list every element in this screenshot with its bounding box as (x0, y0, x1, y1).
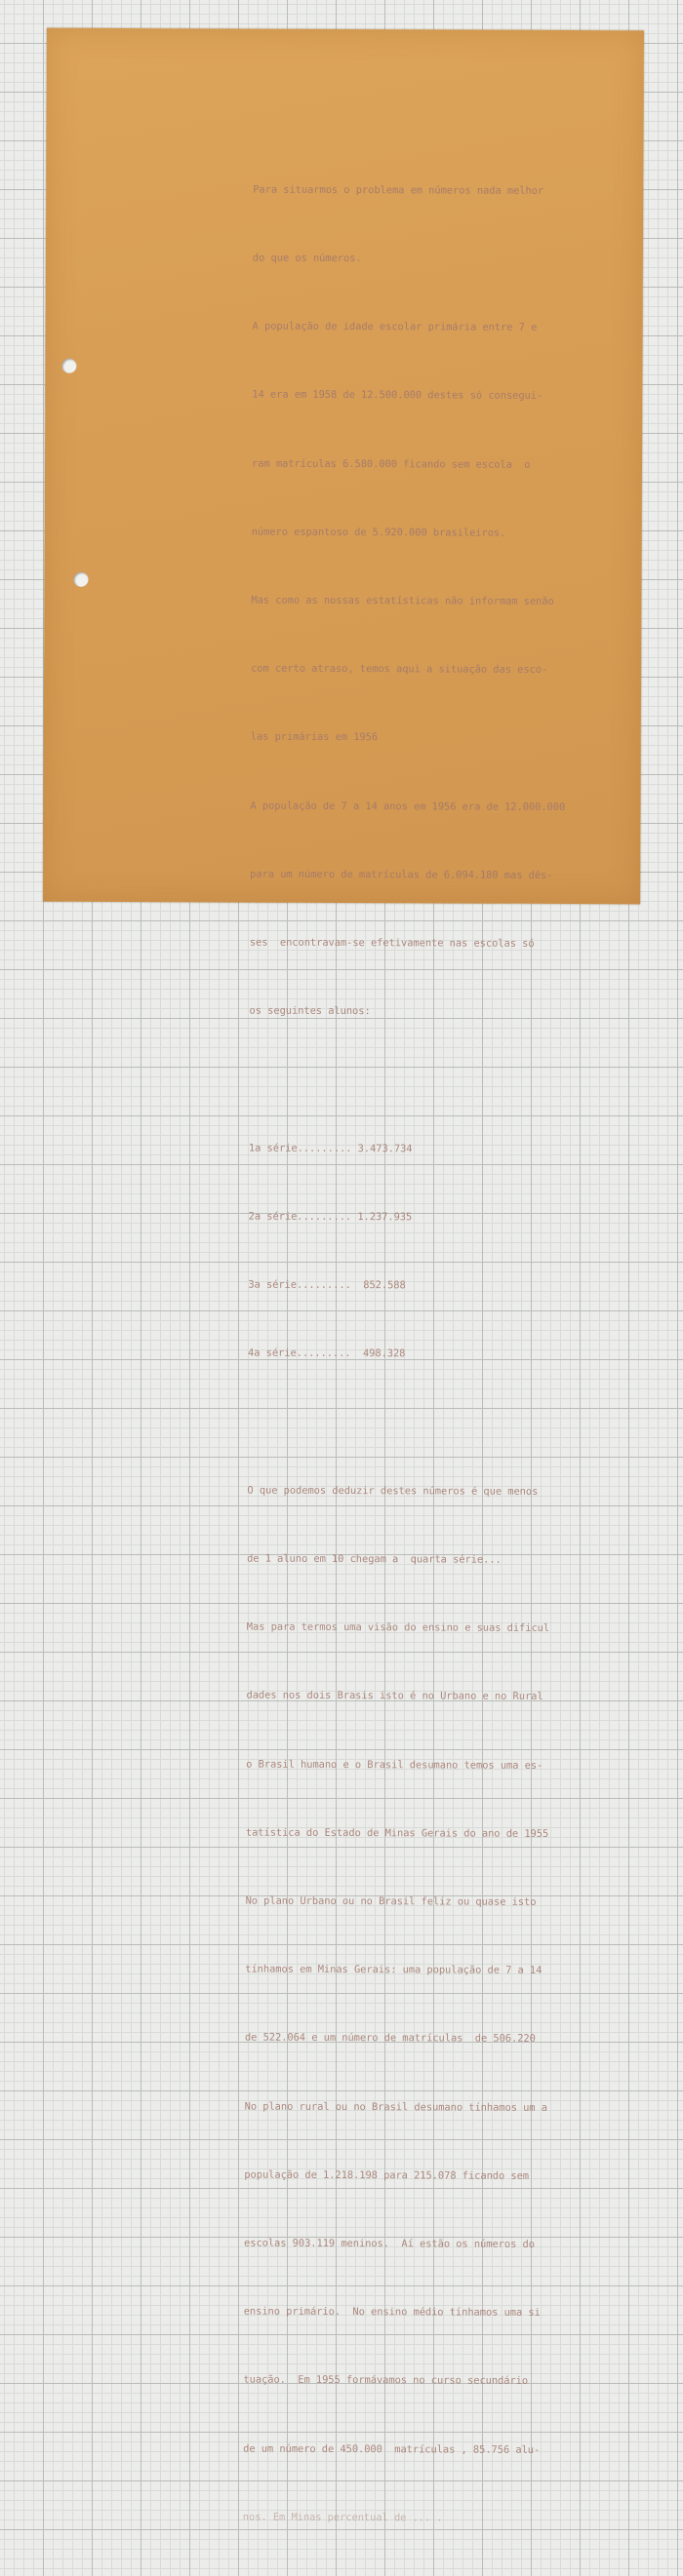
punch-hole-bottom (73, 572, 88, 587)
text-line: O que podemos deduzir destes números é que menos (247, 1484, 539, 1498)
text-line: escolas 903.119 meninos. Aí estão os números do (244, 2237, 535, 2250)
text-line: ram matrículas 6.580.000 ficando sem escola o (251, 457, 531, 471)
enrollment-row (248, 1343, 609, 1367)
text-line: Para situarmos o problema em números nada melhor (253, 183, 544, 197)
text-line: A população de idade escolar primária entre 7 e (252, 320, 538, 334)
typewritten-text (243, 134, 615, 2576)
text-line: 14 era em 1958 de 12.500.000 destes só consegui- (252, 389, 543, 403)
enrollment-row (248, 1274, 609, 1299)
text-line: com certo atraso, temos aqui a situação das esco- (251, 662, 548, 677)
text-line: No plano Urbano ou no Brasil feliz ou quase isto (245, 1894, 537, 1908)
grade-label: 1a série......... (248, 1142, 352, 1154)
text-line: de um número de 450.000 matrículas , 85.756 alu- (243, 2442, 541, 2456)
grade-label: 3a série......... (248, 1278, 351, 1292)
text-line: de 522.064 e um número de matrículas de 506.220 (244, 2031, 536, 2046)
text-line: do que os números. (252, 252, 362, 265)
text-line: tatística do Estado de Minas Gerais do ano de 1955 (245, 1826, 549, 1840)
text-line: o Brasil humano e o Brasil desumano temos uma es- (246, 1758, 543, 1772)
grade-label: 2a série......... (248, 1210, 352, 1223)
punch-hole-top (61, 359, 76, 373)
grade-value: 1.237.935 (357, 1210, 413, 1224)
text-line: dades nos dois Brasis isto é no Urbano e no Rural (246, 1689, 543, 1703)
text-line: Mas para termos uma visão do ensino e suas dificul (246, 1620, 550, 1635)
text-line: nos. Em Minas percentual de ... . (242, 2511, 443, 2524)
text-line: ses encontravam-se efetivamente nas escolas só (249, 936, 535, 950)
grade-value: 498.328 (356, 1347, 406, 1360)
text-line: tínhamos em Minas Gerais: uma população de 7 a 14 (245, 1963, 542, 1977)
text-line: número espantoso de 5.920.000 brasileiros. (251, 526, 506, 539)
grade-value: 3.473.734 (357, 1142, 413, 1154)
text-line: para um número de matrículas de 6.094.180 mas dês- (250, 868, 553, 881)
text-line: tuação. Em 1955 formávamos no curso secundário (243, 2373, 529, 2388)
text-line: las primárias em 1956 (250, 731, 379, 744)
text-line: de 1 aluno em 10 chegam a quarta série... (247, 1552, 502, 1566)
enrollment-row (249, 1137, 610, 1161)
grade-value: 852.588 (357, 1279, 406, 1292)
text-line: população de 1.218.198 para 215.078 ficando sem (244, 2168, 530, 2182)
typed-page (43, 28, 644, 2524)
text-line: Mas como as nossas estatísticas não informam senão (251, 594, 554, 607)
grade-label: 4a série......... (248, 1347, 351, 1360)
text-line: A população de 7 a 14 anos em 1956 era de 12.000.000 (250, 800, 566, 813)
enrollment-list (248, 1091, 610, 1412)
text-line: ensino primário. No ensino médio tínhamos uma si (243, 2305, 541, 2320)
text-line: No plano rural ou no Brasil desumano tínhamos um a (244, 2100, 547, 2114)
enrollment-row (249, 1205, 610, 1229)
text-line: os seguintes alunos: (249, 1004, 371, 1018)
